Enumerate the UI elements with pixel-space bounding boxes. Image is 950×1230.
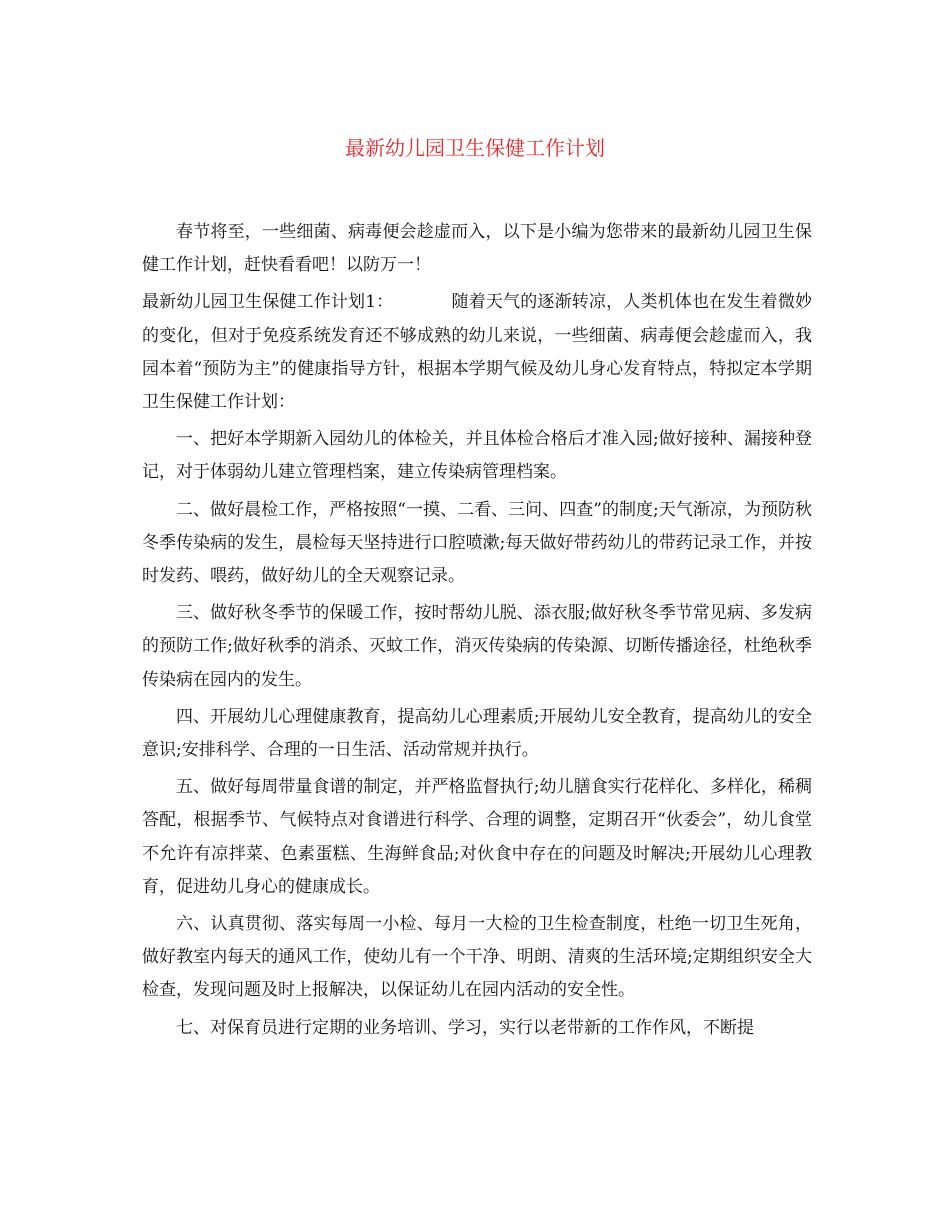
plan-item-5: 五、做好每周带量食谱的制定，并严格监督执行;幼儿膳食实行花样化、多样化，稀稠答配，根据季节、气候特点对食谱进行科学、合理的调整，定期召开“伙委会”，幼儿食堂不允许有凉拌菜、色素蛋糕、生海鲜食品;对伙食中存在的问题及时解决;开展幼儿心理教育，促进幼儿身心的健康成长。 bbox=[142, 777, 812, 897]
document-title: 最新幼儿园卫生保健工作计划 bbox=[345, 136, 605, 160]
section-text: 随着天气的逐渐转凉，人类机体也在发生着微妙的变化，但对于免疫系统发育还不够成熟的幼儿来说，一些细菌、病毒便会趁虚而入，我园本着“预防为主”的健康指导方针，根据本学期气候及幼儿身心发育特点，特拟定本学期卫生保健工作计划： bbox=[142, 292, 812, 413]
plan-item-3: 三、做好秋冬季节的保暖工作，按时帮幼儿脱、添衣服;做好秋冬季节常见病、多发病的预防工作;做好秋季的消杀、灭蚊工作，消灭传染病的传染源、切断传播途径，杜绝秋季传染病在园内的发生。 bbox=[142, 603, 812, 690]
intro-paragraph: 春节将至，一些细菌、病毒便会趁虚而入，以下是小编为您带来的最新幼儿园卫生保健工作计划，赶快看看吧！以防万一！ bbox=[142, 222, 812, 276]
section-heading: 最新幼儿园卫生保健工作计划1： bbox=[142, 292, 394, 313]
plan-item-2: 二、做好晨检工作，严格按照“一摸、二看、三问、四查”的制度;天气渐凉，为预防秋冬季传染病的发生，晨检每天坚持进行口腔喷漱;每天做好带药幼儿的带药记录工作，并按时发药、喂药，做好幼儿的全天观察记录。 bbox=[142, 499, 812, 587]
plan-item-1: 一、把好本学期新入园幼儿的体检关，并且体检合格后才准入园;做好接种、漏接种登记，对于体弱幼儿建立管理档案，建立传染病管理档案。 bbox=[142, 429, 812, 483]
plan-item-4: 四、开展幼儿心理健康教育，提高幼儿心理素质;开展幼儿安全教育，提高幼儿的安全意识;安排科学、合理的一日生活、活动常规并执行。 bbox=[142, 706, 812, 761]
plan-item-6: 六、认真贯彻、落实每周一小检、每月一大检的卫生检查制度，杜绝一切卫生死角，做好教室内每天的通风工作，使幼儿有一个干净、明朗、清爽的生活环境;定期组织安全大检查，发现问题及时上报解决，以保证幼儿在园内活动的安全性。 bbox=[142, 914, 812, 1001]
plan-item-7: 七、对保育员进行定期的业务培训、学习，实行以老带新的工作作风，不断提 bbox=[176, 1017, 754, 1038]
document-body bbox=[142, 216, 812, 1049]
section-paragraph bbox=[142, 286, 812, 419]
